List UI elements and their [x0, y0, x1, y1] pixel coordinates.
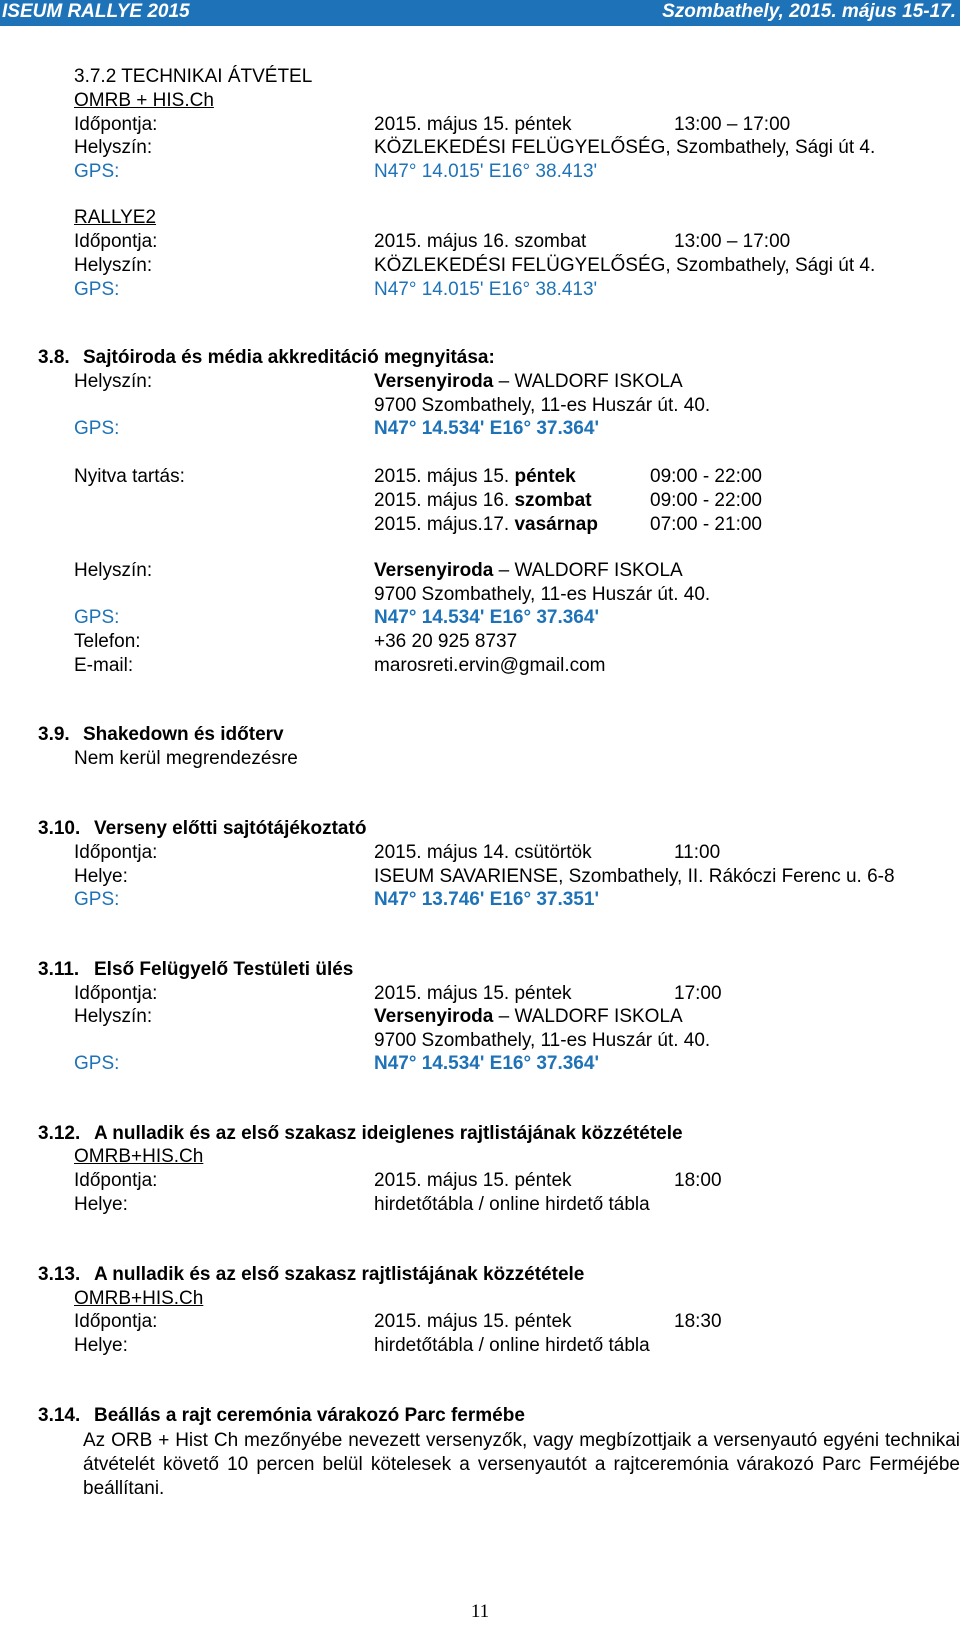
- section-title: Shakedown és időterv: [83, 724, 284, 745]
- section-number: 3.9.: [38, 724, 70, 745]
- header-event-title: ISEUM RALLYE 2015: [2, 1, 190, 22]
- page-number: 11: [470, 1601, 490, 1622]
- subsection-title: OMRB+HIS.Ch: [74, 1288, 204, 1309]
- opening-date: 2015. május.17. vasárnap: [374, 514, 598, 535]
- address-value: 9700 Szombathely, 11-es Huszár út. 40.: [374, 1030, 711, 1051]
- opening-time: 09:00 - 22:00: [650, 490, 762, 511]
- date-value: 2015. május 14. csütörtök: [374, 842, 592, 863]
- email-value: marosreti.ervin@gmail.com: [374, 655, 606, 676]
- label: Helyszín:: [74, 255, 153, 276]
- opening-date: 2015. május 16. szombat: [374, 490, 592, 511]
- label: Időpontja:: [74, 1170, 158, 1191]
- date-value: 2015. május 15. péntek: [374, 1170, 572, 1191]
- address-value: 9700 Szombathely, 11-es Huszár út. 40.: [374, 584, 711, 605]
- label: Helye:: [74, 1335, 128, 1356]
- section-paragraph: Az ORB + Hist Ch mezőnyébe nevezett versenyzők, vagy megbízottjaik a versenyautó egyéni technikai átvételét követő 10 percen belül kötelesek a versenyautót a rajtceremónia várakozó Parc Ferméjébe beállítani.: [83, 1430, 960, 1499]
- time-value: 11:00: [674, 842, 721, 863]
- opening-date: 2015. május 15. péntek: [374, 466, 576, 487]
- date-value: 2015. május 15. péntek: [374, 114, 572, 135]
- location-value: ISEUM SAVARIENSE, Szombathely, II. Rákóczi Ferenc u. 6-8: [374, 866, 895, 887]
- location-value: KÖZLEKEDÉSI FELÜGYELŐSÉG, Szombathely, Sági út 4.: [374, 137, 876, 158]
- time-value: 13:00 – 17:00: [674, 231, 791, 252]
- location-value: Versenyiroda – WALDORF ISKOLA: [374, 560, 683, 581]
- header-location-date: Szombathely, 2015. május 15-17.: [662, 1, 956, 22]
- section-number: 3.10.: [38, 818, 81, 839]
- section-title: A nulladik és az első szakasz rajtlistájának közzététele: [94, 1264, 585, 1285]
- date-value: 2015. május 16. szombat: [374, 231, 587, 252]
- opening-time: 09:00 - 22:00: [650, 466, 762, 487]
- section-number: 3.8.: [38, 347, 70, 368]
- time-value: 13:00 – 17:00: [674, 114, 791, 135]
- gps-label: GPS:: [74, 889, 120, 910]
- gps-label: GPS:: [74, 418, 120, 439]
- gps-value: N47° 13.746' E16° 37.351': [374, 889, 599, 910]
- location-value: Versenyiroda – WALDORF ISKOLA: [374, 1006, 683, 1027]
- section-title: Beállás a rajt ceremónia várakozó Parc fermébe: [94, 1405, 525, 1426]
- label: E-mail:: [74, 655, 134, 676]
- section-number: 3.14.: [38, 1405, 81, 1426]
- subsection-title: OMRB+HIS.Ch: [74, 1146, 204, 1167]
- address-value: 9700 Szombathely, 11-es Huszár út. 40.: [374, 395, 711, 416]
- time-value: 17:00: [674, 983, 722, 1004]
- section-title: Sajtóiroda és média akkreditáció megnyitása:: [83, 347, 495, 368]
- location-value: KÖZLEKEDÉSI FELÜGYELŐSÉG, Szombathely, Sági út 4.: [374, 255, 876, 276]
- label: Időpontja:: [74, 983, 158, 1004]
- time-value: 18:30: [674, 1311, 722, 1332]
- subsection-title: OMRB + HIS.Ch: [74, 90, 214, 111]
- section-title: Verseny előtti sajtótájékoztató: [94, 818, 367, 839]
- section-title: 3.7.2 TECHNIKAI ÁTVÉTEL: [74, 66, 313, 87]
- opening-time: 07:00 - 21:00: [650, 514, 762, 535]
- gps-label: GPS:: [74, 161, 120, 182]
- gps-value: N47° 14.534' E16° 37.364': [374, 418, 599, 439]
- label: Helyszín:: [74, 560, 153, 581]
- label: Helyszín:: [74, 137, 153, 158]
- location-value: hirdetőtábla / online hirdető tábla: [374, 1194, 650, 1215]
- section-title: A nulladik és az első szakasz ideiglenes rajtlistájának közzététele: [94, 1123, 683, 1144]
- label: Nyitva tartás:: [74, 466, 185, 487]
- gps-value: N47° 14.015' E16° 38.413': [374, 161, 598, 182]
- time-value: 18:00: [674, 1170, 722, 1191]
- section-number: 3.13.: [38, 1264, 81, 1285]
- section-text: Nem kerül megrendezésre: [74, 748, 298, 769]
- subsection-title: RALLYE2: [74, 207, 157, 228]
- gps-value: N47° 14.534' E16° 37.364': [374, 1053, 599, 1074]
- gps-label: GPS:: [74, 607, 120, 628]
- section-number: 3.11.: [38, 959, 80, 980]
- label: Időpontja:: [74, 114, 158, 135]
- label: Helyszín:: [74, 371, 153, 392]
- date-value: 2015. május 15. péntek: [374, 1311, 572, 1332]
- gps-label: GPS:: [74, 1053, 120, 1074]
- label: Helyszín:: [74, 1006, 153, 1027]
- location-value: Versenyiroda – WALDORF ISKOLA: [374, 371, 683, 392]
- label: Időpontja:: [74, 1311, 158, 1332]
- label: Időpontja:: [74, 231, 158, 252]
- gps-label: GPS:: [74, 279, 120, 300]
- label: Időpontja:: [74, 842, 158, 863]
- label: Telefon:: [74, 631, 141, 652]
- location-value: hirdetőtábla / online hirdető tábla: [374, 1335, 650, 1356]
- label: Helye:: [74, 866, 128, 887]
- section-number: 3.12.: [38, 1123, 81, 1144]
- date-value: 2015. május 15. péntek: [374, 983, 572, 1004]
- page-header: [0, 0, 960, 26]
- gps-value: N47° 14.015' E16° 38.413': [374, 279, 598, 300]
- gps-value: N47° 14.534' E16° 37.364': [374, 607, 599, 628]
- phone-value: +36 20 925 8737: [374, 631, 518, 652]
- label: Helye:: [74, 1194, 128, 1215]
- section-title: Első Felügyelő Testületi ülés: [94, 959, 354, 980]
